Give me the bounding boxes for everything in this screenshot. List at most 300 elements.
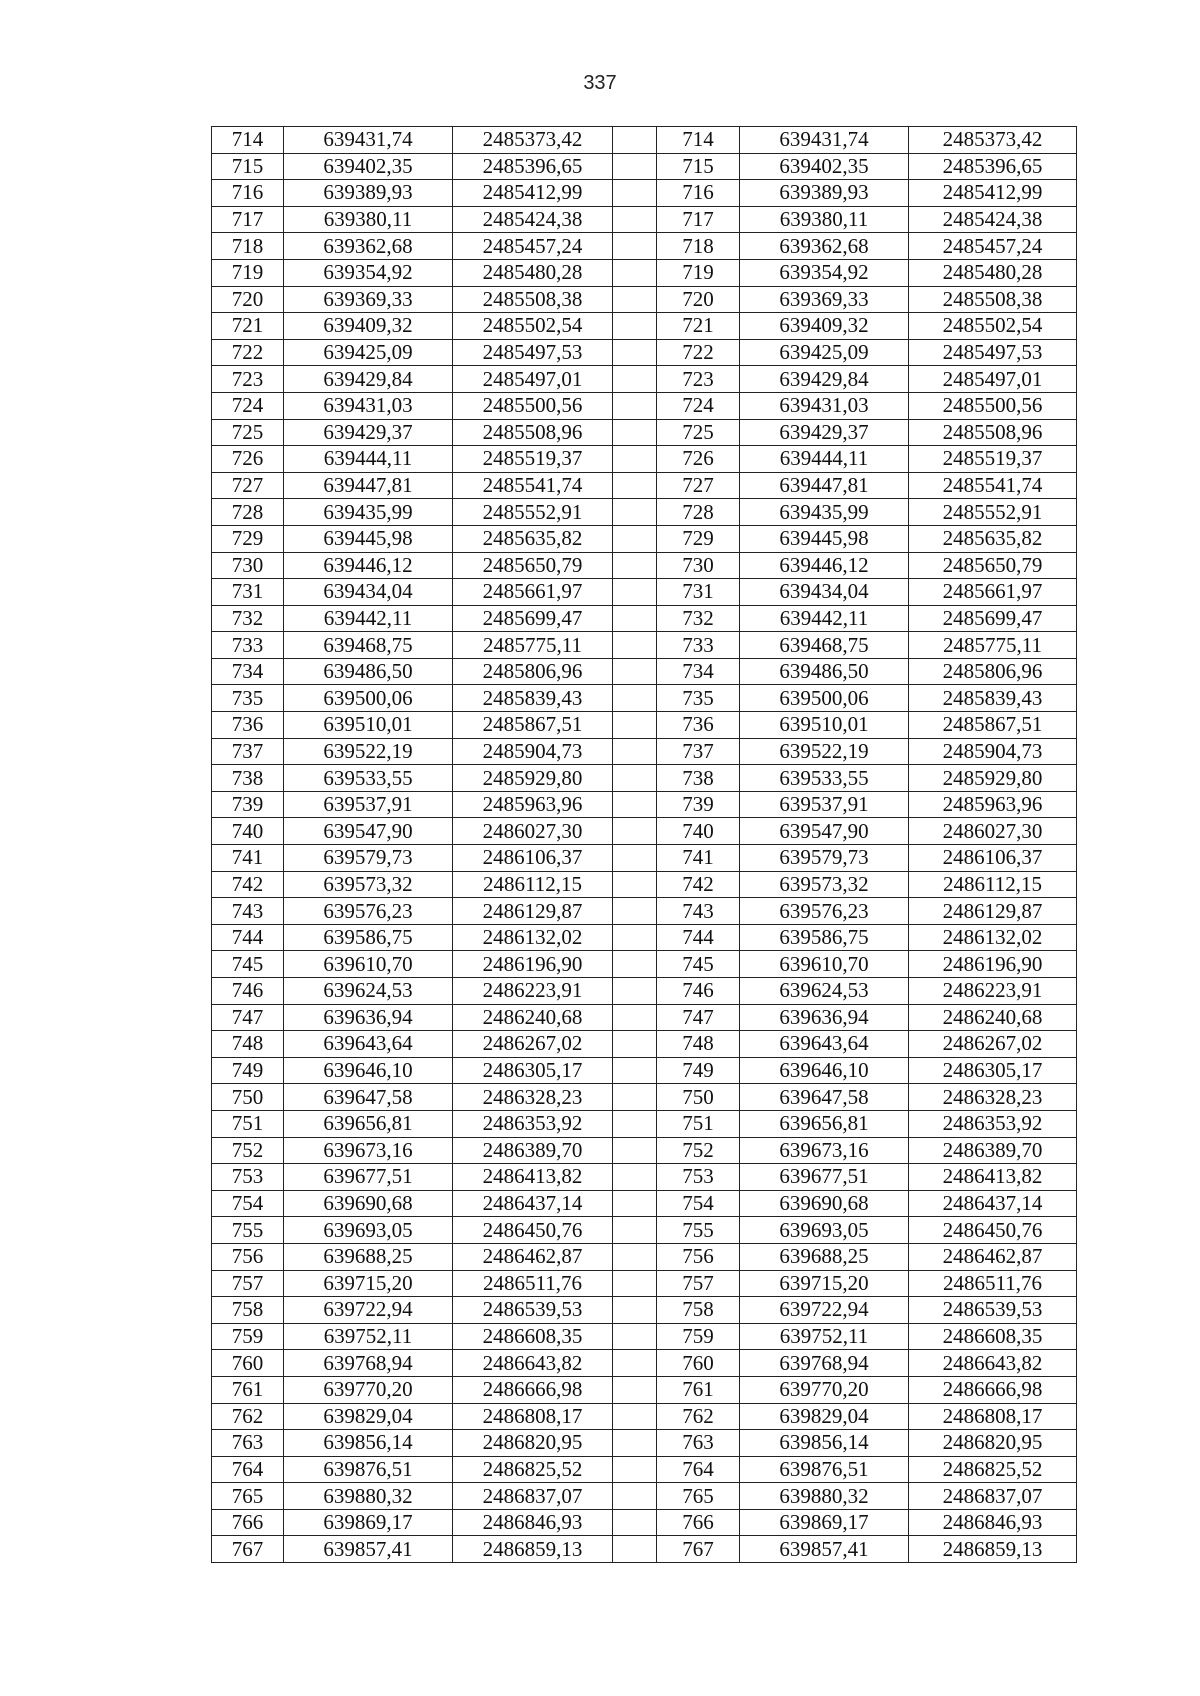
- left-y-coordinate-cell: 2485699,47: [453, 605, 613, 632]
- right-x-coordinate-cell: 639402,35: [740, 153, 909, 180]
- right-point-number-cell: 722: [657, 339, 740, 366]
- table-row: [212, 924, 1077, 951]
- right-x-coordinate-cell: 639643,64: [740, 1031, 909, 1058]
- right-point-number-cell: 767: [657, 1536, 740, 1563]
- left-x-coordinate-cell: 639435,99: [284, 499, 453, 526]
- left-x-coordinate-cell: 639445,98: [284, 525, 453, 552]
- right-point-number-cell: 728: [657, 499, 740, 526]
- left-x-coordinate-cell: 639442,11: [284, 605, 453, 632]
- table-row: [212, 1509, 1077, 1536]
- table-row: [212, 765, 1077, 792]
- right-x-coordinate-cell: 639522,19: [740, 738, 909, 765]
- spacer-cell: [613, 180, 657, 207]
- right-point-number-cell: 753: [657, 1164, 740, 1191]
- left-x-coordinate-cell: 639586,75: [284, 924, 453, 951]
- left-point-number-cell: 761: [212, 1376, 284, 1403]
- right-x-coordinate-cell: 639409,32: [740, 313, 909, 340]
- left-y-coordinate-cell: 2485480,28: [453, 259, 613, 286]
- right-y-coordinate-cell: 2486859,13: [909, 1536, 1077, 1563]
- right-point-number-cell: 743: [657, 898, 740, 925]
- table-row: [212, 206, 1077, 233]
- right-point-number-cell: 725: [657, 419, 740, 446]
- left-y-coordinate-cell: 2485412,99: [453, 180, 613, 207]
- table-row: [212, 1536, 1077, 1563]
- spacer-cell: [613, 1004, 657, 1031]
- left-point-number-cell: 762: [212, 1403, 284, 1430]
- left-point-number-cell: 736: [212, 712, 284, 739]
- spacer-cell: [613, 845, 657, 872]
- left-x-coordinate-cell: 639431,03: [284, 392, 453, 419]
- right-y-coordinate-cell: 2486389,70: [909, 1137, 1077, 1164]
- right-y-coordinate-cell: 2485929,80: [909, 765, 1077, 792]
- table-row: [212, 951, 1077, 978]
- right-x-coordinate-cell: 639624,53: [740, 978, 909, 1005]
- left-x-coordinate-cell: 639431,74: [284, 127, 453, 154]
- right-x-coordinate-cell: 639586,75: [740, 924, 909, 951]
- spacer-cell: [613, 1031, 657, 1058]
- left-point-number-cell: 731: [212, 579, 284, 606]
- right-x-coordinate-cell: 639768,94: [740, 1350, 909, 1377]
- left-y-coordinate-cell: 2485775,11: [453, 632, 613, 659]
- table-row: [212, 286, 1077, 313]
- right-y-coordinate-cell: 2486027,30: [909, 818, 1077, 845]
- right-y-coordinate-cell: 2486643,82: [909, 1350, 1077, 1377]
- left-point-number-cell: 739: [212, 791, 284, 818]
- left-point-number-cell: 740: [212, 818, 284, 845]
- spacer-cell: [613, 685, 657, 712]
- left-x-coordinate-cell: 639656,81: [284, 1110, 453, 1137]
- left-x-coordinate-cell: 639522,19: [284, 738, 453, 765]
- right-x-coordinate-cell: 639537,91: [740, 791, 909, 818]
- right-point-number-cell: 748: [657, 1031, 740, 1058]
- right-x-coordinate-cell: 639486,50: [740, 658, 909, 685]
- left-point-number-cell: 732: [212, 605, 284, 632]
- spacer-cell: [613, 738, 657, 765]
- right-y-coordinate-cell: 2485775,11: [909, 632, 1077, 659]
- left-x-coordinate-cell: 639537,91: [284, 791, 453, 818]
- table-row: [212, 1483, 1077, 1510]
- left-y-coordinate-cell: 2485497,53: [453, 339, 613, 366]
- left-point-number-cell: 722: [212, 339, 284, 366]
- right-x-coordinate-cell: 639636,94: [740, 1004, 909, 1031]
- spacer-cell: [613, 1297, 657, 1324]
- left-y-coordinate-cell: 2486511,76: [453, 1270, 613, 1297]
- left-y-coordinate-cell: 2486353,92: [453, 1110, 613, 1137]
- right-x-coordinate-cell: 639856,14: [740, 1430, 909, 1457]
- left-x-coordinate-cell: 639722,94: [284, 1297, 453, 1324]
- left-x-coordinate-cell: 639768,94: [284, 1350, 453, 1377]
- spacer-cell: [613, 446, 657, 473]
- right-point-number-cell: 719: [657, 259, 740, 286]
- left-x-coordinate-cell: 639715,20: [284, 1270, 453, 1297]
- spacer-cell: [613, 1164, 657, 1191]
- left-x-coordinate-cell: 639880,32: [284, 1483, 453, 1510]
- right-y-coordinate-cell: 2486413,82: [909, 1164, 1077, 1191]
- spacer-cell: [613, 1190, 657, 1217]
- table-body: [212, 127, 1077, 1563]
- right-y-coordinate-cell: 2485552,91: [909, 499, 1077, 526]
- left-point-number-cell: 742: [212, 871, 284, 898]
- right-y-coordinate-cell: 2486666,98: [909, 1376, 1077, 1403]
- right-point-number-cell: 724: [657, 392, 740, 419]
- right-point-number-cell: 738: [657, 765, 740, 792]
- spacer-cell: [613, 233, 657, 260]
- left-y-coordinate-cell: 2486666,98: [453, 1376, 613, 1403]
- left-y-coordinate-cell: 2486643,82: [453, 1350, 613, 1377]
- right-y-coordinate-cell: 2485502,54: [909, 313, 1077, 340]
- table-row: [212, 1110, 1077, 1137]
- left-x-coordinate-cell: 639673,16: [284, 1137, 453, 1164]
- left-y-coordinate-cell: 2486837,07: [453, 1483, 613, 1510]
- left-y-coordinate-cell: 2486859,13: [453, 1536, 613, 1563]
- right-x-coordinate-cell: 639688,25: [740, 1243, 909, 1270]
- left-x-coordinate-cell: 639856,14: [284, 1430, 453, 1457]
- left-x-coordinate-cell: 639857,41: [284, 1536, 453, 1563]
- left-x-coordinate-cell: 639579,73: [284, 845, 453, 872]
- right-x-coordinate-cell: 639533,55: [740, 765, 909, 792]
- left-point-number-cell: 728: [212, 499, 284, 526]
- table-row: [212, 845, 1077, 872]
- left-x-coordinate-cell: 639677,51: [284, 1164, 453, 1191]
- right-point-number-cell: 739: [657, 791, 740, 818]
- spacer-cell: [613, 1323, 657, 1350]
- left-point-number-cell: 733: [212, 632, 284, 659]
- right-x-coordinate-cell: 639510,01: [740, 712, 909, 739]
- left-y-coordinate-cell: 2485963,96: [453, 791, 613, 818]
- left-point-number-cell: 724: [212, 392, 284, 419]
- left-x-coordinate-cell: 639429,37: [284, 419, 453, 446]
- spacer-cell: [613, 1057, 657, 1084]
- left-y-coordinate-cell: 2485502,54: [453, 313, 613, 340]
- left-y-coordinate-cell: 2485424,38: [453, 206, 613, 233]
- left-y-coordinate-cell: 2485508,96: [453, 419, 613, 446]
- table-row: [212, 127, 1077, 154]
- right-y-coordinate-cell: 2486240,68: [909, 1004, 1077, 1031]
- table-row: [212, 472, 1077, 499]
- left-point-number-cell: 735: [212, 685, 284, 712]
- left-y-coordinate-cell: 2486223,91: [453, 978, 613, 1005]
- spacer-cell: [613, 1376, 657, 1403]
- right-y-coordinate-cell: 2486132,02: [909, 924, 1077, 951]
- left-x-coordinate-cell: 639576,23: [284, 898, 453, 925]
- right-x-coordinate-cell: 639369,33: [740, 286, 909, 313]
- spacer-cell: [613, 552, 657, 579]
- right-point-number-cell: 717: [657, 206, 740, 233]
- table-row: [212, 1004, 1077, 1031]
- left-y-coordinate-cell: 2486305,17: [453, 1057, 613, 1084]
- right-point-number-cell: 759: [657, 1323, 740, 1350]
- left-point-number-cell: 752: [212, 1137, 284, 1164]
- table-row: [212, 791, 1077, 818]
- spacer-cell: [613, 1483, 657, 1510]
- right-point-number-cell: 751: [657, 1110, 740, 1137]
- right-y-coordinate-cell: 2485373,42: [909, 127, 1077, 154]
- left-point-number-cell: 744: [212, 924, 284, 951]
- left-y-coordinate-cell: 2485552,91: [453, 499, 613, 526]
- right-x-coordinate-cell: 639647,58: [740, 1084, 909, 1111]
- table-row: [212, 419, 1077, 446]
- left-x-coordinate-cell: 639624,53: [284, 978, 453, 1005]
- left-point-number-cell: 730: [212, 552, 284, 579]
- left-y-coordinate-cell: 2486112,15: [453, 871, 613, 898]
- spacer-cell: [613, 1456, 657, 1483]
- left-y-coordinate-cell: 2486846,93: [453, 1509, 613, 1536]
- spacer-cell: [613, 978, 657, 1005]
- left-point-number-cell: 741: [212, 845, 284, 872]
- table-row: [212, 1376, 1077, 1403]
- left-point-number-cell: 743: [212, 898, 284, 925]
- left-point-number-cell: 715: [212, 153, 284, 180]
- right-y-coordinate-cell: 2486608,35: [909, 1323, 1077, 1350]
- right-point-number-cell: 737: [657, 738, 740, 765]
- table-row: [212, 366, 1077, 393]
- right-x-coordinate-cell: 639444,11: [740, 446, 909, 473]
- right-x-coordinate-cell: 639445,98: [740, 525, 909, 552]
- right-point-number-cell: 733: [657, 632, 740, 659]
- right-x-coordinate-cell: 639752,11: [740, 1323, 909, 1350]
- right-point-number-cell: 754: [657, 1190, 740, 1217]
- right-x-coordinate-cell: 639500,06: [740, 685, 909, 712]
- left-x-coordinate-cell: 639533,55: [284, 765, 453, 792]
- left-y-coordinate-cell: 2485839,43: [453, 685, 613, 712]
- left-y-coordinate-cell: 2485396,65: [453, 153, 613, 180]
- right-point-number-cell: 740: [657, 818, 740, 845]
- coordinates-table: [211, 126, 1077, 1563]
- left-point-number-cell: 759: [212, 1323, 284, 1350]
- table-row: [212, 233, 1077, 260]
- table-row: [212, 632, 1077, 659]
- left-x-coordinate-cell: 639547,90: [284, 818, 453, 845]
- left-y-coordinate-cell: 2485904,73: [453, 738, 613, 765]
- left-y-coordinate-cell: 2485497,01: [453, 366, 613, 393]
- left-point-number-cell: 720: [212, 286, 284, 313]
- right-point-number-cell: 762: [657, 1403, 740, 1430]
- table-row: [212, 1403, 1077, 1430]
- table-row: [212, 1430, 1077, 1457]
- left-x-coordinate-cell: 639425,09: [284, 339, 453, 366]
- right-x-coordinate-cell: 639869,17: [740, 1509, 909, 1536]
- right-y-coordinate-cell: 2485661,97: [909, 579, 1077, 606]
- right-point-number-cell: 749: [657, 1057, 740, 1084]
- right-point-number-cell: 756: [657, 1243, 740, 1270]
- right-x-coordinate-cell: 639425,09: [740, 339, 909, 366]
- right-y-coordinate-cell: 2485396,65: [909, 153, 1077, 180]
- table-row: [212, 1217, 1077, 1244]
- right-y-coordinate-cell: 2486328,23: [909, 1084, 1077, 1111]
- table-row: [212, 1297, 1077, 1324]
- spacer-cell: [613, 525, 657, 552]
- right-x-coordinate-cell: 639677,51: [740, 1164, 909, 1191]
- right-x-coordinate-cell: 639693,05: [740, 1217, 909, 1244]
- spacer-cell: [613, 499, 657, 526]
- spacer-cell: [613, 1243, 657, 1270]
- right-point-number-cell: 761: [657, 1376, 740, 1403]
- right-point-number-cell: 746: [657, 978, 740, 1005]
- left-y-coordinate-cell: 2485541,74: [453, 472, 613, 499]
- right-y-coordinate-cell: 2485480,28: [909, 259, 1077, 286]
- right-y-coordinate-cell: 2485839,43: [909, 685, 1077, 712]
- right-point-number-cell: 745: [657, 951, 740, 978]
- right-y-coordinate-cell: 2486129,87: [909, 898, 1077, 925]
- right-point-number-cell: 736: [657, 712, 740, 739]
- right-x-coordinate-cell: 639876,51: [740, 1456, 909, 1483]
- right-x-coordinate-cell: 639431,03: [740, 392, 909, 419]
- right-point-number-cell: 714: [657, 127, 740, 154]
- table-row: [212, 1456, 1077, 1483]
- right-x-coordinate-cell: 639447,81: [740, 472, 909, 499]
- left-y-coordinate-cell: 2485519,37: [453, 446, 613, 473]
- right-x-coordinate-cell: 639446,12: [740, 552, 909, 579]
- left-y-coordinate-cell: 2486820,95: [453, 1430, 613, 1457]
- left-point-number-cell: 745: [212, 951, 284, 978]
- spacer-cell: [613, 127, 657, 154]
- right-point-number-cell: 752: [657, 1137, 740, 1164]
- left-x-coordinate-cell: 639429,84: [284, 366, 453, 393]
- right-point-number-cell: 763: [657, 1430, 740, 1457]
- right-x-coordinate-cell: 639354,92: [740, 259, 909, 286]
- left-x-coordinate-cell: 639647,58: [284, 1084, 453, 1111]
- right-x-coordinate-cell: 639547,90: [740, 818, 909, 845]
- left-y-coordinate-cell: 2485929,80: [453, 765, 613, 792]
- left-x-coordinate-cell: 639402,35: [284, 153, 453, 180]
- left-point-number-cell: 729: [212, 525, 284, 552]
- right-x-coordinate-cell: 639389,93: [740, 180, 909, 207]
- right-x-coordinate-cell: 639610,70: [740, 951, 909, 978]
- left-x-coordinate-cell: 639829,04: [284, 1403, 453, 1430]
- left-point-number-cell: 757: [212, 1270, 284, 1297]
- right-point-number-cell: 732: [657, 605, 740, 632]
- right-point-number-cell: 758: [657, 1297, 740, 1324]
- left-x-coordinate-cell: 639752,11: [284, 1323, 453, 1350]
- left-point-number-cell: 749: [212, 1057, 284, 1084]
- right-x-coordinate-cell: 639362,68: [740, 233, 909, 260]
- left-y-coordinate-cell: 2485635,82: [453, 525, 613, 552]
- left-point-number-cell: 760: [212, 1350, 284, 1377]
- right-point-number-cell: 729: [657, 525, 740, 552]
- table-row: [212, 525, 1077, 552]
- table-row: [212, 259, 1077, 286]
- spacer-cell: [613, 153, 657, 180]
- right-point-number-cell: 757: [657, 1270, 740, 1297]
- left-y-coordinate-cell: 2486027,30: [453, 818, 613, 845]
- left-y-coordinate-cell: 2486608,35: [453, 1323, 613, 1350]
- right-point-number-cell: 716: [657, 180, 740, 207]
- table-row: [212, 339, 1077, 366]
- right-y-coordinate-cell: 2486196,90: [909, 951, 1077, 978]
- spacer-cell: [613, 392, 657, 419]
- left-y-coordinate-cell: 2486240,68: [453, 1004, 613, 1031]
- right-x-coordinate-cell: 639429,84: [740, 366, 909, 393]
- left-y-coordinate-cell: 2485500,56: [453, 392, 613, 419]
- right-point-number-cell: 721: [657, 313, 740, 340]
- right-point-number-cell: 741: [657, 845, 740, 872]
- right-point-number-cell: 766: [657, 1509, 740, 1536]
- right-y-coordinate-cell: 2485519,37: [909, 446, 1077, 473]
- right-x-coordinate-cell: 639770,20: [740, 1376, 909, 1403]
- right-x-coordinate-cell: 639829,04: [740, 1403, 909, 1430]
- right-point-number-cell: 723: [657, 366, 740, 393]
- spacer-cell: [613, 1270, 657, 1297]
- left-y-coordinate-cell: 2486389,70: [453, 1137, 613, 1164]
- right-y-coordinate-cell: 2485635,82: [909, 525, 1077, 552]
- left-point-number-cell: 719: [212, 259, 284, 286]
- right-point-number-cell: 718: [657, 233, 740, 260]
- table-row: [212, 978, 1077, 1005]
- right-y-coordinate-cell: 2485457,24: [909, 233, 1077, 260]
- right-y-coordinate-cell: 2486846,93: [909, 1509, 1077, 1536]
- right-x-coordinate-cell: 639434,04: [740, 579, 909, 606]
- right-y-coordinate-cell: 2485412,99: [909, 180, 1077, 207]
- right-point-number-cell: 734: [657, 658, 740, 685]
- left-y-coordinate-cell: 2486450,76: [453, 1217, 613, 1244]
- left-x-coordinate-cell: 639573,32: [284, 871, 453, 898]
- right-point-number-cell: 742: [657, 871, 740, 898]
- left-point-number-cell: 737: [212, 738, 284, 765]
- left-x-coordinate-cell: 639510,01: [284, 712, 453, 739]
- table-row: [212, 1270, 1077, 1297]
- left-point-number-cell: 765: [212, 1483, 284, 1510]
- spacer-cell: [613, 632, 657, 659]
- right-y-coordinate-cell: 2486353,92: [909, 1110, 1077, 1137]
- left-point-number-cell: 726: [212, 446, 284, 473]
- table-row: [212, 499, 1077, 526]
- left-point-number-cell: 734: [212, 658, 284, 685]
- spacer-cell: [613, 579, 657, 606]
- right-point-number-cell: 747: [657, 1004, 740, 1031]
- left-y-coordinate-cell: 2486267,02: [453, 1031, 613, 1058]
- table-row: [212, 1243, 1077, 1270]
- right-x-coordinate-cell: 639715,20: [740, 1270, 909, 1297]
- left-y-coordinate-cell: 2486825,52: [453, 1456, 613, 1483]
- right-y-coordinate-cell: 2485424,38: [909, 206, 1077, 233]
- left-y-coordinate-cell: 2486539,53: [453, 1297, 613, 1324]
- right-point-number-cell: 731: [657, 579, 740, 606]
- spacer-cell: [613, 1403, 657, 1430]
- spacer-cell: [613, 366, 657, 393]
- table-row: [212, 153, 1077, 180]
- right-x-coordinate-cell: 639576,23: [740, 898, 909, 925]
- right-y-coordinate-cell: 2485699,47: [909, 605, 1077, 632]
- left-point-number-cell: 718: [212, 233, 284, 260]
- left-y-coordinate-cell: 2485373,42: [453, 127, 613, 154]
- table-row: [212, 1190, 1077, 1217]
- left-x-coordinate-cell: 639369,33: [284, 286, 453, 313]
- left-x-coordinate-cell: 639362,68: [284, 233, 453, 260]
- right-point-number-cell: 744: [657, 924, 740, 951]
- right-y-coordinate-cell: 2485508,96: [909, 419, 1077, 446]
- left-point-number-cell: 746: [212, 978, 284, 1005]
- left-point-number-cell: 756: [212, 1243, 284, 1270]
- right-point-number-cell: 726: [657, 446, 740, 473]
- left-x-coordinate-cell: 639409,32: [284, 313, 453, 340]
- left-x-coordinate-cell: 639486,50: [284, 658, 453, 685]
- right-y-coordinate-cell: 2485867,51: [909, 712, 1077, 739]
- right-point-number-cell: 735: [657, 685, 740, 712]
- right-point-number-cell: 760: [657, 1350, 740, 1377]
- left-y-coordinate-cell: 2486129,87: [453, 898, 613, 925]
- right-y-coordinate-cell: 2485963,96: [909, 791, 1077, 818]
- left-point-number-cell: 748: [212, 1031, 284, 1058]
- left-x-coordinate-cell: 639444,11: [284, 446, 453, 473]
- left-y-coordinate-cell: 2486462,87: [453, 1243, 613, 1270]
- left-y-coordinate-cell: 2486132,02: [453, 924, 613, 951]
- spacer-cell: [613, 791, 657, 818]
- right-x-coordinate-cell: 639673,16: [740, 1137, 909, 1164]
- left-point-number-cell: 764: [212, 1456, 284, 1483]
- table-row: [212, 313, 1077, 340]
- left-y-coordinate-cell: 2485661,97: [453, 579, 613, 606]
- right-x-coordinate-cell: 639579,73: [740, 845, 909, 872]
